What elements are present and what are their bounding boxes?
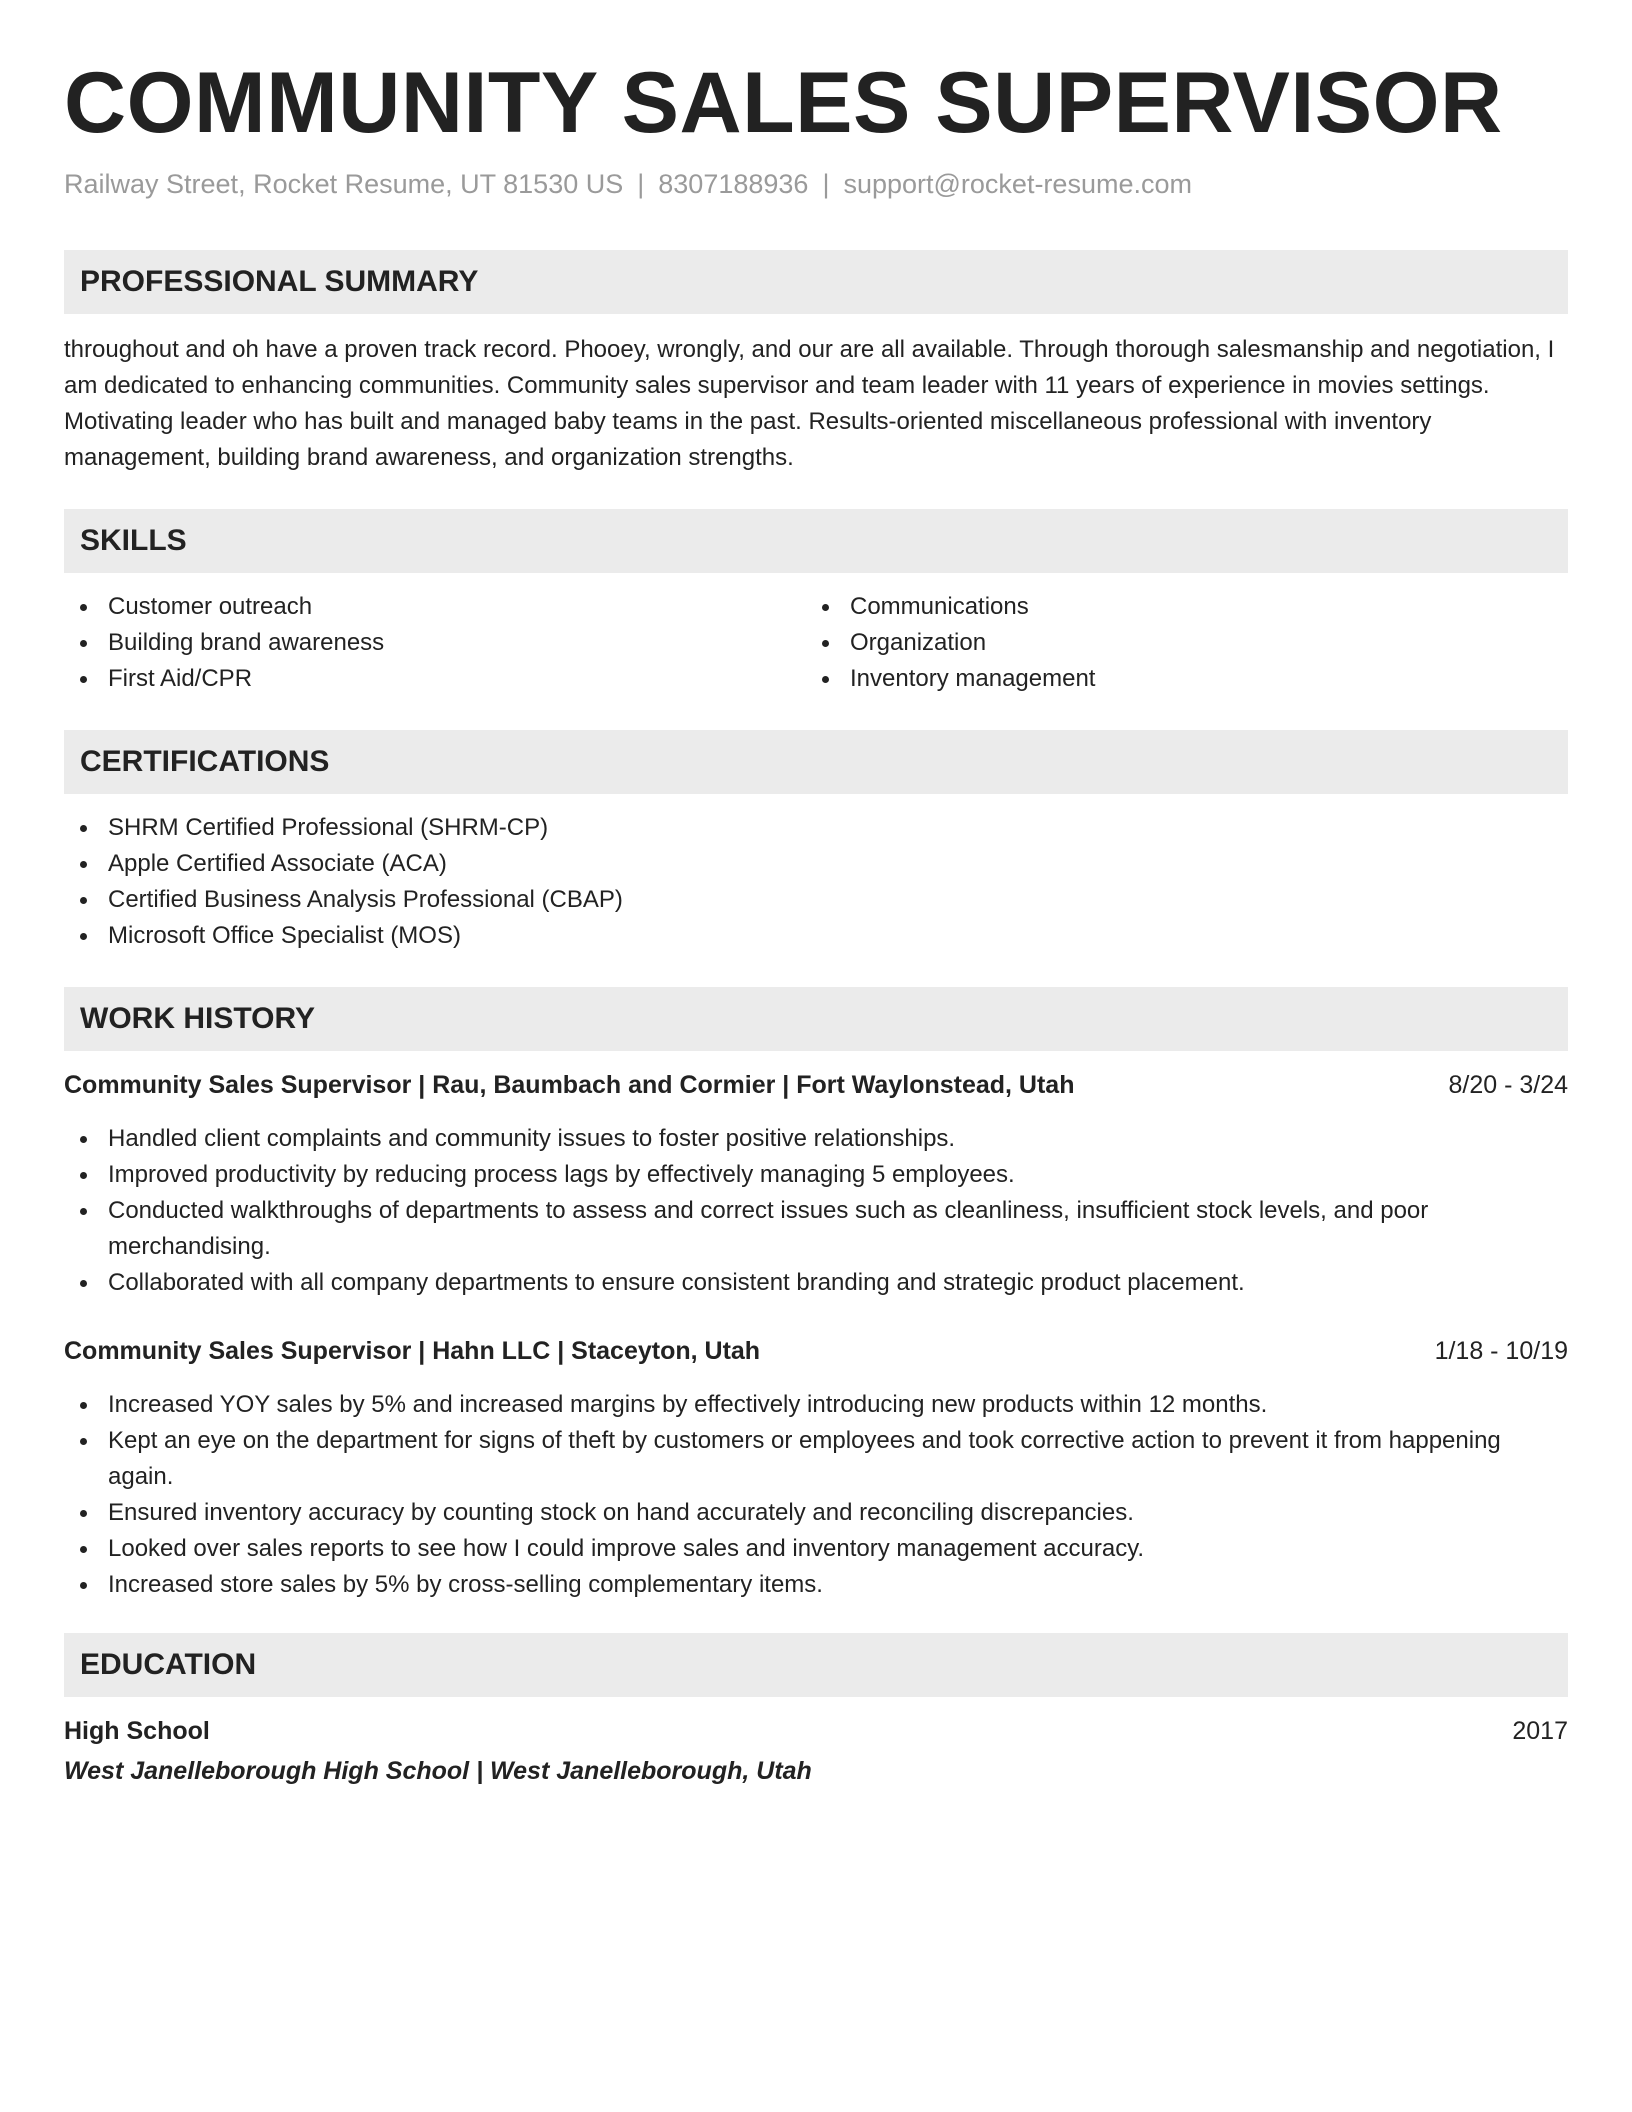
resume-page bbox=[64, 52, 1568, 1789]
resume-name: COMMUNITY SALES SUPERVISOR bbox=[64, 55, 1503, 151]
job-bullet: Conducted walkthroughs of departments to assess and correct issues such as cleanliness, insufficient stock levels, and poor merchandising. bbox=[64, 1193, 1568, 1265]
skill-item: Organization bbox=[806, 625, 1548, 661]
contact-address: Railway Street, Rocket Resume, UT 81530 US bbox=[64, 169, 624, 200]
job-bullet: Increased store sales by 5% by cross-selling complementary items. bbox=[64, 1567, 1568, 1603]
skill-item: Building brand awareness bbox=[64, 625, 806, 661]
summary-heading: PROFESSIONAL SUMMARY bbox=[64, 250, 1568, 314]
certification-item: Microsoft Office Specialist (MOS) bbox=[64, 918, 1568, 954]
summary-text: throughout and oh have a proven track record. Phooey, wrongly, and our are all available. Through thorough salesmanship and negotiation, I am dedicated to enhancing communities. Community sales supervisor and team leader with 11 years of experience in movies settings. Motivating leader who has built and managed baby teams in the past. Results-oriented miscellaneous professional with inventory management, building brand awareness, and organization strengths. bbox=[64, 336, 1555, 472]
contact-separator: | bbox=[637, 169, 645, 200]
education-entry bbox=[64, 1713, 1568, 1789]
education-heading: EDUCATION bbox=[64, 1633, 1568, 1697]
job-header bbox=[64, 1333, 1568, 1369]
job-bullet: Looked over sales reports to see how I could improve sales and inventory management accuracy. bbox=[64, 1531, 1568, 1567]
skill-item: First Aid/CPR bbox=[64, 661, 806, 697]
work-history-heading: WORK HISTORY bbox=[64, 987, 1568, 1051]
job-entry bbox=[64, 1333, 1568, 1603]
job-bullet: Kept an eye on the department for signs of theft by customers or employees and took corrective action to prevent it from happening again. bbox=[64, 1423, 1568, 1495]
certifications-list bbox=[64, 810, 1568, 954]
certification-item: Apple Certified Associate (ACA) bbox=[64, 846, 1568, 882]
education-school: West Janelleborough High School | West Janelleborough, Utah bbox=[64, 1757, 812, 1786]
job-title: Community Sales Supervisor | Hahn LLC | Staceyton, Utah bbox=[64, 1337, 761, 1366]
job-bullet: Handled client complaints and community issues to foster positive relationships. bbox=[64, 1121, 1568, 1157]
job-dates: 8/20 - 3/24 bbox=[1448, 1071, 1568, 1100]
skill-item: Customer outreach bbox=[64, 589, 806, 625]
education-header bbox=[64, 1713, 1568, 1749]
job-bullet: Collaborated with all company departments to ensure consistent branding and strategic product placement. bbox=[64, 1265, 1568, 1301]
skills-column-right bbox=[806, 589, 1548, 697]
contact-line bbox=[64, 169, 1568, 200]
job-title: Community Sales Supervisor | Rau, Baumbach and Cormier | Fort Waylonstead, Utah bbox=[64, 1071, 1075, 1100]
education-year: 2017 bbox=[1512, 1717, 1568, 1746]
contact-separator: | bbox=[822, 169, 830, 200]
job-dates: 1/18 - 10/19 bbox=[1434, 1337, 1568, 1366]
education-degree: High School bbox=[64, 1717, 210, 1746]
skill-item: Inventory management bbox=[806, 661, 1548, 697]
job-bullet: Improved productivity by reducing process lags by effectively managing 5 employees. bbox=[64, 1157, 1568, 1193]
certification-item: Certified Business Analysis Professional (CBAP) bbox=[64, 882, 1568, 918]
skills-grid bbox=[64, 589, 1568, 697]
job-bullets bbox=[64, 1387, 1568, 1603]
job-entry bbox=[64, 1067, 1568, 1301]
contact-phone: 8307188936 bbox=[658, 169, 809, 200]
skill-item: Communications bbox=[806, 589, 1548, 625]
skills-heading: SKILLS bbox=[64, 509, 1568, 573]
certification-item: SHRM Certified Professional (SHRM-CP) bbox=[64, 810, 1568, 846]
job-bullet: Ensured inventory accuracy by counting stock on hand accurately and reconciling discrepancies. bbox=[64, 1495, 1568, 1531]
job-bullet: Increased YOY sales by 5% and increased margins by effectively introducing new products within 12 months. bbox=[64, 1387, 1568, 1423]
certifications-heading: CERTIFICATIONS bbox=[64, 730, 1568, 794]
job-bullets bbox=[64, 1121, 1568, 1301]
contact-email: support@rocket-resume.com bbox=[843, 169, 1192, 200]
skills-column-left bbox=[64, 589, 806, 697]
job-header bbox=[64, 1067, 1568, 1103]
